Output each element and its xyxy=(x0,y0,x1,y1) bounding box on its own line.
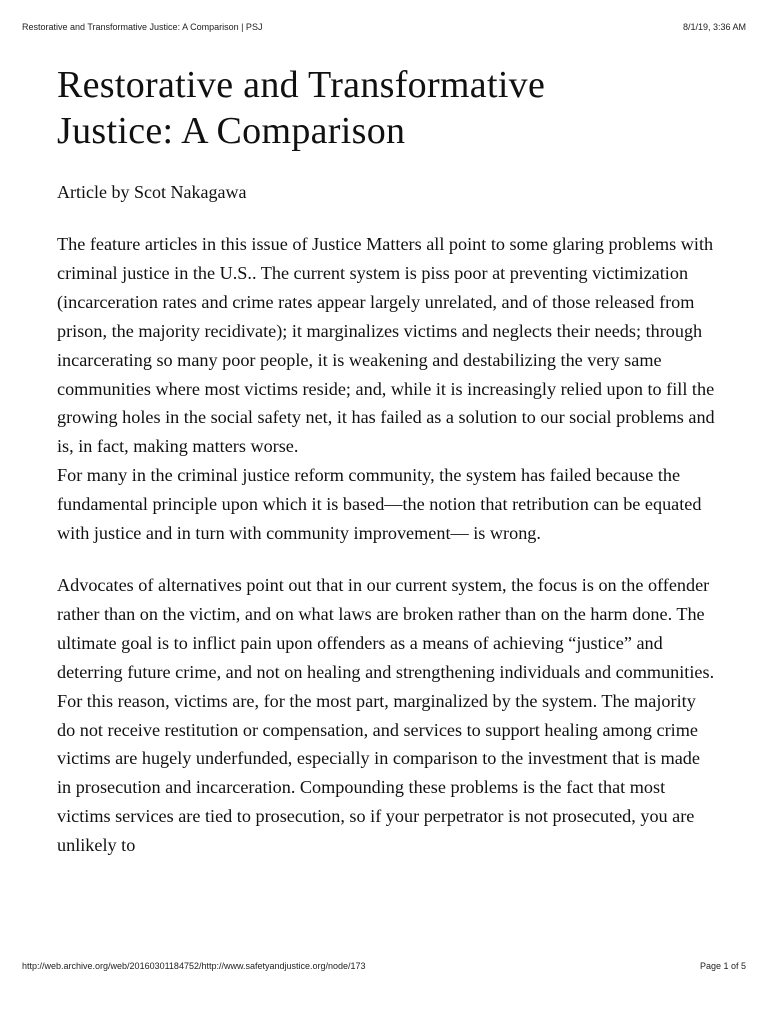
print-header xyxy=(22,22,746,32)
print-footer-page-indicator: Page 1 of 5 xyxy=(699,961,746,971)
print-footer-url: http://web.archive.org/web/20160301184752/http://www.safetyandjustice.org/node/173 xyxy=(22,961,366,971)
print-footer xyxy=(22,961,746,971)
article-title-line-2: Justice: A Comparison xyxy=(57,110,406,152)
print-header-timestamp: 8/1/19, 3:36 AM xyxy=(682,22,746,32)
article-byline: Article by Scot Nakagawa xyxy=(57,182,247,202)
article-title-line-1: Restorative and Transformative xyxy=(57,64,546,106)
article xyxy=(57,62,717,860)
print-header-page-title: Restorative and Transformative Justice: A Comparison | PSJ xyxy=(22,22,263,32)
article-title xyxy=(57,62,717,154)
article-paragraph: Advocates of alternatives point out that in our current system, the focus is on the offender rather than on the victim, and on what laws are broken rather than on the harm done. The ultimate goal is to inflict pain upon offenders as a means of achieving “justice” and deterring future crime, and not on healing and strengthening individuals and communities. For this reason, victims are, for the most part, marginalized by the system. The majority do not receive restitution or compensation, and services to support healing among crime victims are hugely underfunded, especially in comparison to the investment that is made in prosecution and incarceration. Compounding these problems is the fact that most victims services are tied to prosecution, so if your perpetrator is not prosecuted, you are unlikely to xyxy=(57,574,715,856)
article-paragraph: The feature articles in this issue of Justice Matters all point to some glaring problems with criminal justice in the U.S.. The current system is piss poor at preventing victimization (incarceration rates and crime rates appear largely unrelated, and of those released from prison, the majority recidivate); it marginalizes victims and neglects their needs; through incarcerating so many poor people, it is weakening and destabilizing the very same communities where most victims reside; and, while it is increasingly relied upon to fill the growing holes in the social safety net, it has failed as a solution to our social problems and is, in fact, making matters worse. xyxy=(57,234,715,457)
article-body xyxy=(57,230,717,860)
article-paragraph: For many in the criminal justice reform community, the system has failed because the fundamental principle upon which it is based—the notion that retribution can be equated with justice and in turn with community improvement— is wrong. xyxy=(57,465,702,544)
